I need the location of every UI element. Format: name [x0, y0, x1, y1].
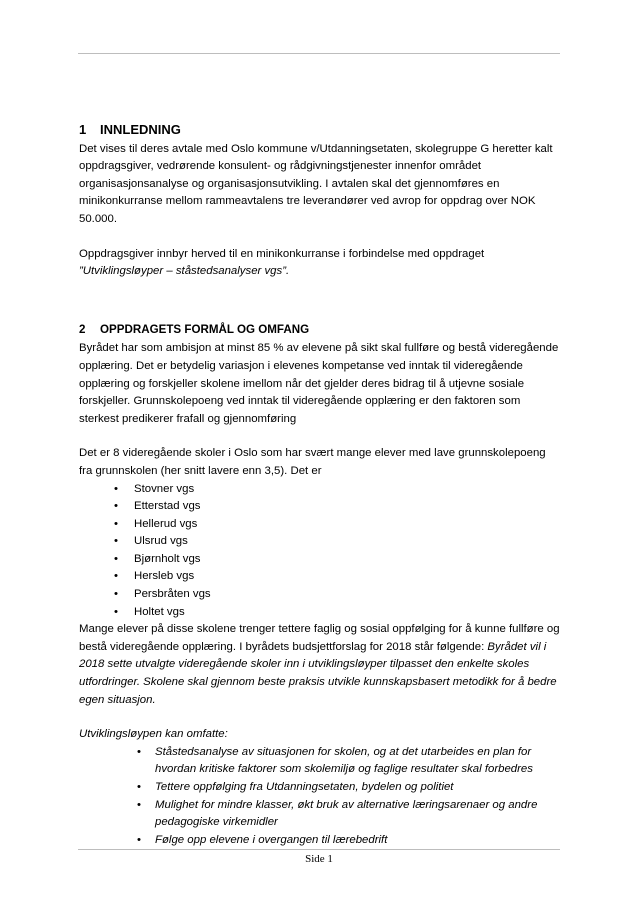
section-2-paragraph-1: Byrådet har som ambisjon at minst 85 % av elevene på sikt skal fullføre og bestå videregående opplæring. Det er betydelig variasjon i elevenes kompetanse ved inntak til videregående opplæring og forskjeller skolene imellom når det gjelder deres bidrag til å utjevne sosiale forskjeller. Grunnskolepoeng ved inntak til videregående opplæring er den faktoren som sterkest predikerer frafall og gjennomføring — [79, 342, 559, 425]
school-list-item: • Stovner vgs — [114, 481, 561, 499]
section-2-heading — [79, 321, 561, 339]
footer-rule — [78, 849, 560, 850]
school-list-item: • Hersleb vgs — [114, 568, 561, 586]
path-list — [79, 744, 561, 850]
path-list-item: • Mulighet for mindre klasser, økt bruk av alternative læringsarenaer og andre pedagogiske virkemidler — [137, 797, 561, 832]
path-list-item: • Følge opp elevene i overgangen til lærebedrift — [137, 832, 561, 850]
header-rule — [78, 53, 560, 54]
assignment-title: ”Utviklingsløyper – ståstedsanalyser vgs”. — [79, 265, 290, 278]
school-list-item: • Holtet vgs — [114, 604, 561, 622]
section-2-paragraph-3 — [79, 621, 561, 709]
page-number: Side 1 — [305, 853, 333, 865]
page-content — [79, 121, 561, 849]
school-list — [79, 481, 561, 622]
section-1-number: 1 — [79, 122, 87, 137]
section-1-paragraph-1: Det vises til deres avtale med Oslo kommune v/Utdanningsetaten, skolegruppe G heretter kalt oppdragsgiver, vedrørende konsulent- og rådgivningstjenester innenfor området organisasjonsanalyse og organisasjonsutvikling. I avtalen skal det gjennomføres en minikonkurranse mellom rammeavtalens tre leverandører ved avrop for oppdrag over NOK 50.000. — [79, 142, 553, 225]
budget-quote: Byrådet vil i 2018 sette utvalgte videregående skoler inn i utviklingsløyper tilpasset den enkelte skoles utfordringer. Skolene skal gjennom beste praksis utvikle kunnskapsbasert metodikk for å bedre egen situasjon. — [79, 640, 557, 706]
section-2-title: OPPDRAGETS FORMÅL OG OMFANG — [100, 322, 310, 336]
section-1-heading — [79, 121, 561, 139]
invitation-text: Oppdragsgiver innbyr herved til en minikonkurranse i forbindelse med oppdraget — [79, 247, 485, 260]
path-list-item: • Ståstedsanalyse av situasjonen for skolen, og at det utarbeides en plan for hvordan kritiske faktorer som skolemiljø og faglige resultater skal forbedres — [137, 744, 561, 779]
section-2-paragraph-2: Det er 8 videregående skoler i Oslo som har svært mange elever med lave grunnskolepoeng fra grunnskolen (her snitt lavere enn 3,5). Det er — [79, 447, 546, 477]
section-2-number: 2 — [79, 322, 86, 336]
school-list-item: • Bjørnholt vgs — [114, 551, 561, 569]
section-1-paragraph-2 — [79, 246, 561, 281]
school-list-item: • Hellerud vgs — [114, 516, 561, 534]
school-list-item: • Etterstad vgs — [114, 498, 561, 516]
school-list-item: • Persbråten vgs — [114, 586, 561, 604]
path-intro-text: Utviklingsløypen kan omfatte: — [79, 728, 228, 741]
school-list-item: • Ulsrud vgs — [114, 533, 561, 551]
path-intro — [79, 726, 561, 744]
path-list-item: • Tettere oppfølging fra Utdanningsetaten, bydelen og politiet — [137, 779, 561, 797]
budget-text: Mange elever på disse skolene trenger tettere faglig og sosial oppfølging for å kunne fullføre og bestå videregående opplæring. I byrådets budsjettforslag for 2018 står følgende: — [79, 623, 560, 653]
section-1-title: INNLEDNING — [100, 122, 181, 137]
